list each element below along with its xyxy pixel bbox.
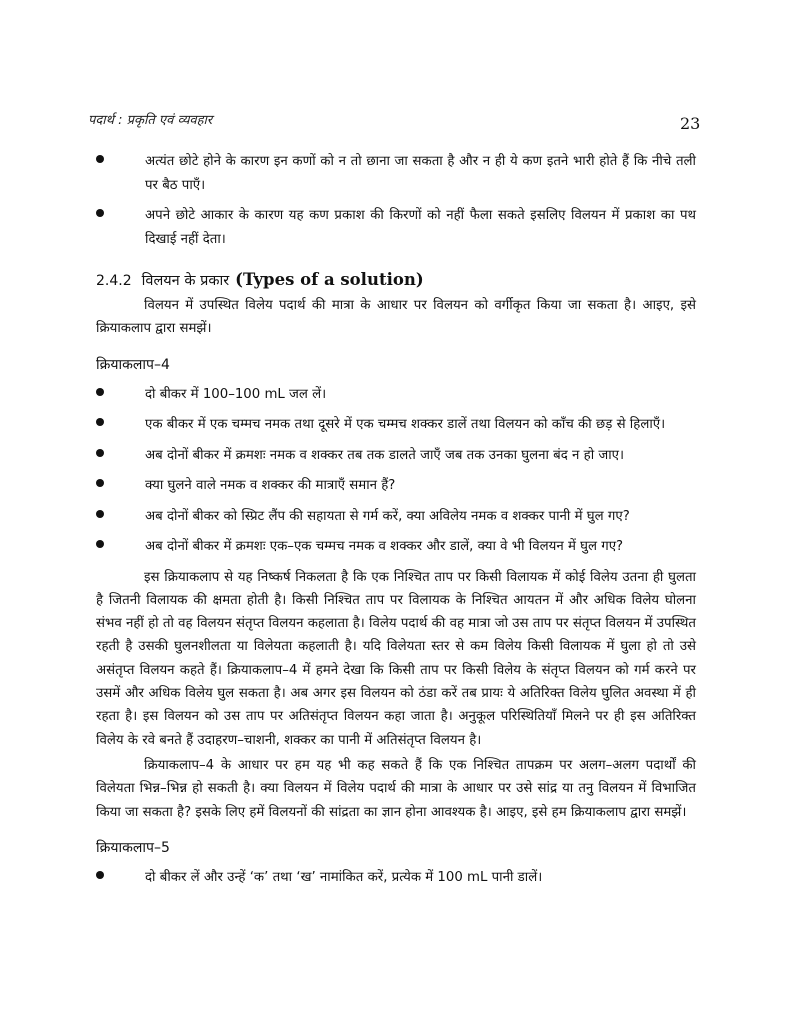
bullet-text: अब दोनों बीकर में क्रमशः नमक व शक्कर तब तक डालते जाएँ जब तक उनका घुलना बंद न हो जाए।	[145, 447, 625, 463]
activity-heading: क्रियाकलाप–4	[96, 356, 170, 373]
bullet-text: दो बीकर लें और उन्हें ‘क’ तथा ‘ख’ नामांकित करें, प्रत्येक में 100 mL पानी डालें।	[145, 869, 543, 885]
bullet-text: अपने छोटे आकार के कारण यह कण प्रकाश की किरणों को नहीं फैला सकते इसलिए विलयन में प्रकाश का पथ दिखाई नहीं देता।	[145, 208, 696, 247]
section-intro: विलयन में उपस्थित विलेय पदार्थ की मात्रा के आधार पर विलयन को वर्गीकृत किया जा सकता है। आइए, इसे क्रियाकलाप द्वारा समझें।	[96, 298, 696, 337]
bullet-icon	[96, 449, 104, 457]
page-content	[96, 150, 696, 896]
bullet-icon	[96, 418, 104, 426]
running-head: पदार्थ : प्रकृति एवं व्यवहार	[88, 113, 213, 128]
bullet-icon	[96, 388, 104, 396]
bullet-icon	[96, 510, 104, 518]
bullet-icon	[96, 479, 104, 487]
bullet-icon	[96, 540, 104, 548]
bullet-icon	[96, 209, 104, 217]
bullet-icon	[96, 155, 104, 163]
bullet-text: अब दोनों बीकर को स्प्रिट लैंप की सहायता से गर्म करें, क्या अविलेय नमक व शक्कर पानी में घुल गए?	[145, 508, 630, 524]
bullet-text: दो बीकर में 100–100 mL जल लें।	[145, 386, 327, 402]
body-paragraph: क्रियाकलाप–4 के आधार पर हम यह भी कह सकते हैं कि एक निश्चित तापक्रम पर अलग–अलग पदार्थों की विलेयता भिन्न–भिन्न हो सकती है। क्या विलयन में विलेय पदार्थ की मात्रा के आधार पर उसे सांद्र या तनु विलयन में विभाजित किया जा सकता है? इसके लिए हमें विलयनों की सांद्रता का ज्ञान होना आवश्यक है। आइए, इसे हम क्रियाकलाप द्वारा समझें।	[96, 757, 696, 820]
bullet-item	[96, 204, 696, 251]
bullet-item	[96, 150, 696, 197]
bullet-text: अब दोनों बीकर में क्रमशः एक–एक चम्मच नमक व शक्कर और डालें, क्या वे भी विलयन में घुल गए?	[145, 539, 624, 555]
activity-item	[96, 866, 696, 890]
activity-item	[96, 413, 696, 437]
bullet-icon	[96, 871, 104, 879]
section-number: 2.4.2	[96, 273, 132, 289]
activity-item	[96, 474, 696, 498]
section-title-english: (Types of a solution)	[235, 270, 424, 289]
activity-heading: क्रियाकलाप–5	[96, 839, 170, 856]
section-heading	[96, 269, 696, 292]
bullet-text: एक बीकर में एक चम्मच नमक तथा दूसरे में एक चम्मच शक्कर डालें तथा विलयन को काँच की छड़ से हिलाएँ।	[145, 417, 666, 433]
activity-item	[96, 444, 696, 468]
bullet-text: अत्यंत छोटे होने के कारण इन कणों को न तो छाना जा सकता है और न ही ये कण इतने भारी होते हैं कि नीचे तली पर बैठ पाएँ।	[145, 154, 696, 193]
section-title-hindi: विलयन के प्रकार	[141, 273, 230, 289]
activity-item	[96, 505, 696, 529]
bullet-text: क्या घुलने वाले नमक व शक्कर की मात्राएँ समान हैं?	[145, 478, 396, 494]
activity-item	[96, 383, 696, 407]
activity-item	[96, 535, 696, 559]
body-paragraph: इस क्रियाकलाप से यह निष्कर्ष निकलता है कि एक निश्चित ताप पर किसी विलायक में कोई विलेय उतना ही घुलता है जितनी विलायक की क्षमता होती है। किसी निश्चित ताप पर विलायक के निश्चित आयतन में और अधिक विलेय घोलना संभव नहीं हो तो वह विलयन संतृप्त विलयन कहलाता है। विलेय पदार्थ की वह मात्रा जो उस ताप पर संतृप्त विलयन में उपस्थित रहती है उसकी घुलनशीलता या विलेयता कहलाती है। यदि विलेयता स्तर से कम विलेय किसी विलायक में घुला हो तो उसे असंतृप्त विलयन कहते हैं। क्रियाकलाप–4 में हमने देखा कि किसी ताप पर किसी विलेय के संतृप्त विलयन को गर्म करने पर उसमें और अधिक विलेय घुल सकता है। अब अगर इस विलयन को ठंडा करें तब प्रायः ये अतिरिक्त विलेय घुलित अवस्था में ही रहता है। इस विलयन को उस ताप पर अतिसंतृप्त विलयन कहा जाता है। अनुकूल परिस्थितियाँ मिलने पर ही इस अतिरिक्त विलेय के रवे बनते हैं उदाहरण–चाशनी, शक्कर का पानी में अतिसंतृप्त विलयन है।	[96, 569, 696, 748]
page-number: 23	[680, 114, 701, 133]
